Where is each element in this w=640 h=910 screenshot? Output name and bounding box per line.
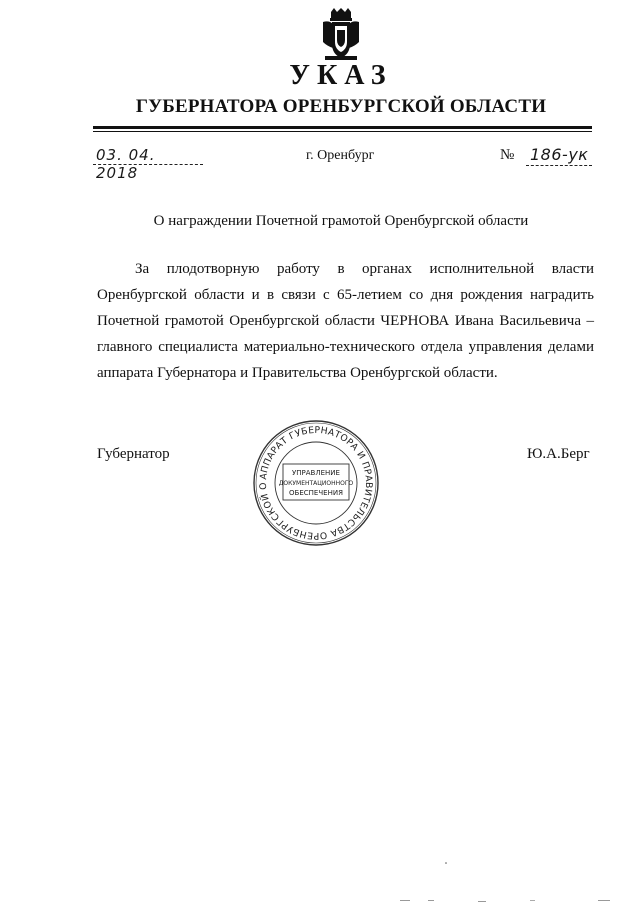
header-rule-thin [93, 131, 592, 132]
issuer-subtitle: ГУБЕРНАТОРА ОРЕНБУРГСКОЙ ОБЛАСТИ [135, 96, 547, 117]
decree-body: За плодотворную работу в органах исполнительной власти Оренбургской области и в связи с 65-летием со дня рождения наградить Почетной грамотой Оренбургской области ЧЕРНОВА Ивана Васильевича – главного специалиста материально-технического отдела управления делами аппарата Губернатора и Правительства Оренбургской области. [97, 261, 594, 381]
official-seal [251, 418, 381, 548]
date-field [93, 146, 203, 182]
number-underline [526, 165, 592, 166]
number-field [500, 144, 592, 168]
decree-heading: О награждении Почетной грамотой Оренбургской области [153, 213, 529, 229]
signer-title: Губернатор [97, 446, 170, 462]
seal-center-line1: УПРАВЛЕНИЕ [292, 469, 340, 477]
header-rule-thick [93, 126, 592, 129]
coat-of-arms-icon [321, 8, 361, 62]
seal-ring-text: АППАРАТ ГУБЕРНАТОРА И ПРАВИТЕЛЬСТВА ОРЕНБУРГСКОЙ О [257, 424, 375, 542]
document-type-title: УКАЗ [289, 60, 393, 91]
city-label: г. Оренбург [306, 148, 375, 163]
handwritten-date: 03. 04. 2018 [96, 146, 156, 182]
seal-center-line2: ДОКУМЕНТАЦИОННОГО [278, 480, 354, 487]
seal-center-line3: ОБЕСПЕЧЕНИЯ [289, 489, 343, 497]
date-underline [93, 164, 203, 165]
scan-artifacts [0, 860, 640, 905]
number-sign: № [500, 147, 515, 163]
handwritten-number: 186-ук [530, 145, 589, 164]
signer-name: Ю.А.Берг [527, 446, 590, 462]
